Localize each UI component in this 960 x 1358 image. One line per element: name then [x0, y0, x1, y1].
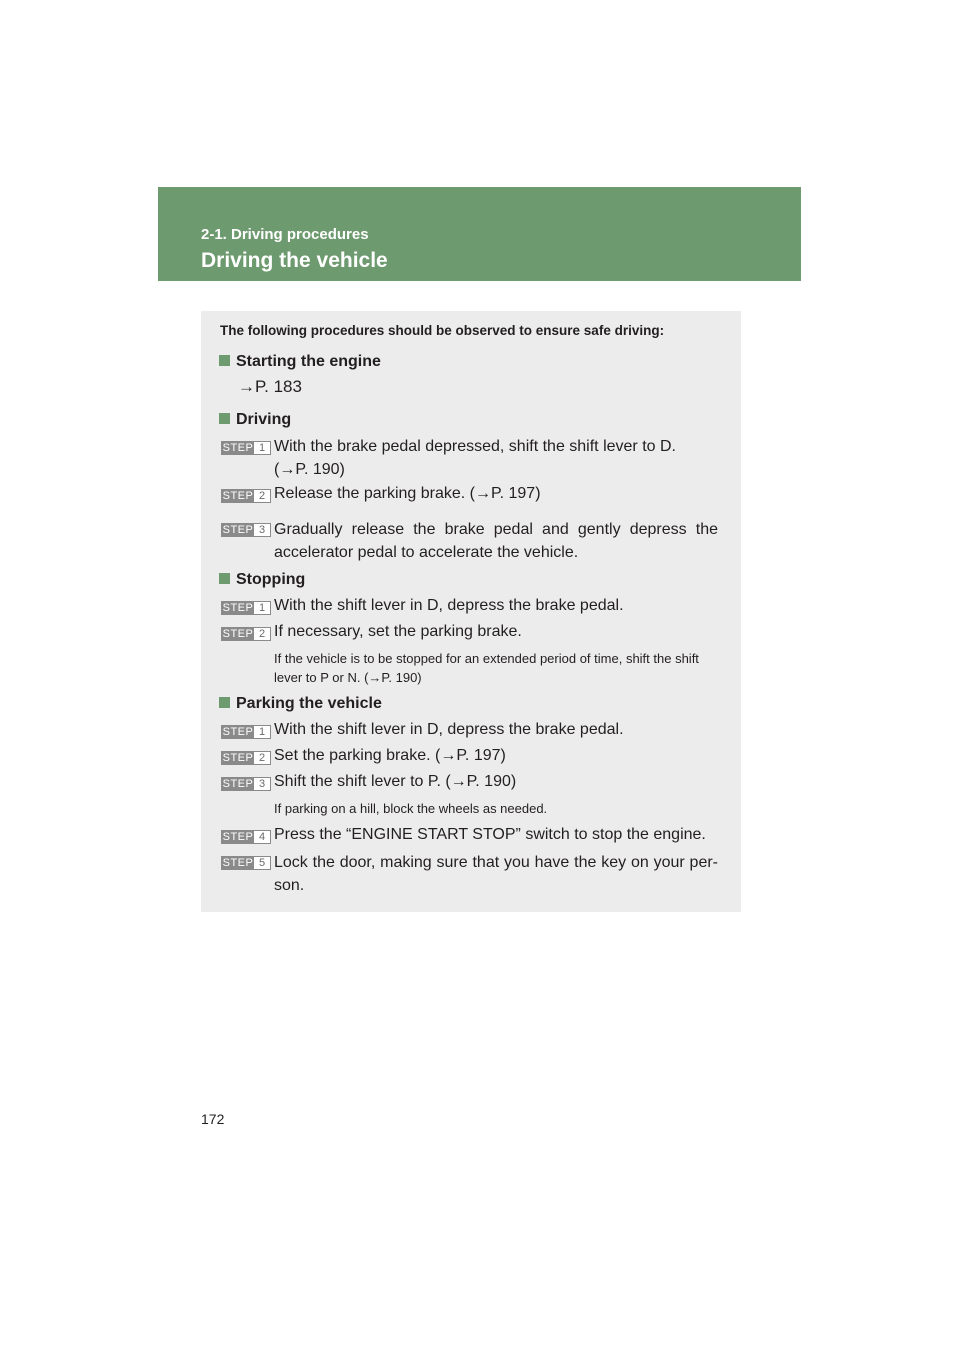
- heading-parking: Parking the vehicle: [219, 695, 382, 713]
- heading-stopping: Stopping: [219, 571, 305, 589]
- section-label: 2-1. Driving procedures: [201, 226, 369, 243]
- step-text: With the shift lever in D, depress the brake pedal.: [274, 597, 624, 614]
- step-text: Shift the shift lever to P. (→P. 190): [274, 773, 517, 790]
- step-text: With the brake pedal depressed, shift the shift lever to D. (→P. 190): [274, 438, 676, 478]
- square-bullet-icon: [219, 697, 230, 708]
- step-text: Lock the door, making sure that you have the key on your per-son.: [274, 854, 718, 894]
- section-header: [158, 187, 801, 281]
- step-note: If the vehicle is to be stopped for an extended period of time, shift the shift lever to P or N. (→P. 190): [274, 651, 699, 685]
- step-badge: STEP 5: [221, 856, 271, 870]
- step-text: Release the parking brake. (→P. 197): [274, 485, 541, 502]
- step-badge: STEP 3: [221, 523, 271, 537]
- step-text: Set the parking brake. (→P. 197): [274, 747, 506, 764]
- square-bullet-icon: [219, 573, 230, 584]
- step-badge: STEP 2: [221, 627, 271, 641]
- step-note: If parking on a hill, block the wheels as needed.: [274, 801, 548, 816]
- step-badge: STEP 1: [221, 725, 271, 739]
- step-badge: STEP 2: [221, 751, 271, 765]
- page-reference: →P. 183: [238, 377, 302, 396]
- step-text: If necessary, set the parking brake.: [274, 623, 522, 640]
- intro-text: The following procedures should be observed to ensure safe driving:: [220, 323, 665, 338]
- step-text: With the shift lever in D, depress the brake pedal.: [274, 721, 624, 738]
- page-title: Driving the vehicle: [201, 249, 388, 272]
- square-bullet-icon: [219, 355, 230, 366]
- page-number: 172: [201, 1111, 225, 1127]
- step-badge: STEP 1: [221, 441, 271, 455]
- step-badge: STEP 2: [221, 489, 271, 503]
- square-bullet-icon: [219, 413, 230, 424]
- step-text: Gradually release the brake pedal and gently depress the accelerator pedal to accelerate the vehicle.: [274, 521, 718, 561]
- step-badge: STEP 4: [221, 830, 271, 844]
- heading-starting-engine: Starting the engine: [219, 353, 381, 371]
- step-badge: STEP 3: [221, 777, 271, 791]
- heading-driving: Driving: [219, 411, 291, 429]
- procedure-panel: [201, 311, 741, 912]
- step-badge: STEP 1: [221, 601, 271, 615]
- step-text: Press the “ENGINE START STOP” switch to stop the engine.: [274, 826, 706, 843]
